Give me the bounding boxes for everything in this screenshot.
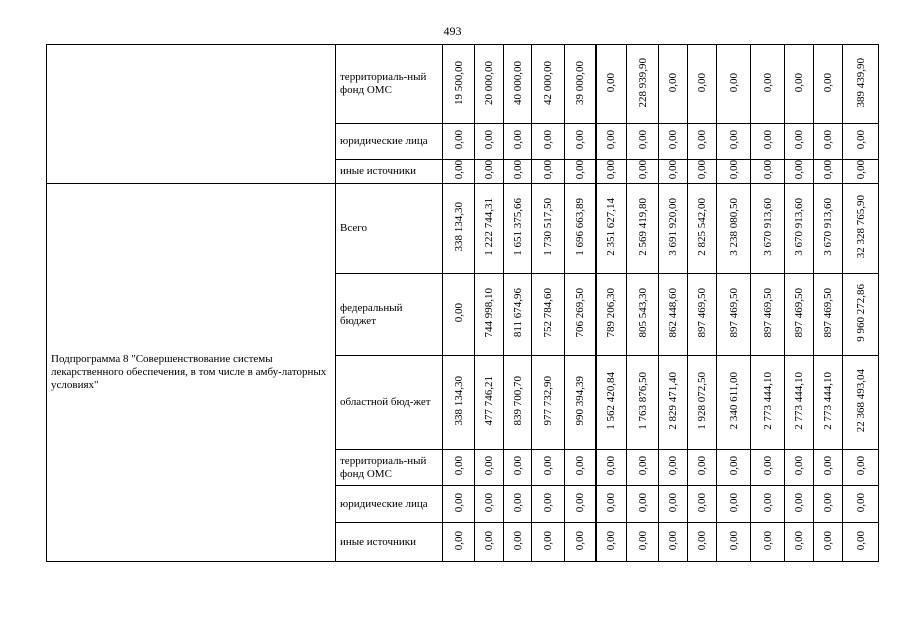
value-cell [843, 124, 879, 160]
value-cell [688, 184, 717, 274]
value-cell [532, 45, 565, 124]
value-text: 0,00 [483, 530, 495, 551]
value-text: 0,00 [452, 130, 465, 150]
subprogram-8-title: Подпрограмма 8 "Совершенствование системы лекарственного обеспечения, в том числе в амбу-латорных условиях" [47, 184, 336, 562]
value-cell [475, 356, 504, 450]
value-text: 1 696 663,89 [573, 198, 586, 256]
value-cell [504, 124, 532, 160]
value-cell [659, 184, 688, 274]
value-text: 805 543,30 [636, 288, 649, 338]
value-text: 0,00 [605, 130, 618, 150]
value-cell [596, 486, 627, 523]
value-cell [688, 45, 717, 124]
value-cell [717, 124, 751, 160]
value-cell [627, 124, 659, 160]
value-text: 0,00 [727, 160, 740, 180]
value-cell [443, 450, 475, 486]
value-text: 977 732,90 [542, 376, 554, 426]
value-text: 0,00 [573, 456, 586, 476]
value-cell [627, 450, 659, 486]
value-cell [443, 356, 475, 450]
value-cell [785, 274, 814, 356]
value-text: 0,00 [542, 492, 554, 513]
value-text: 0,00 [542, 130, 554, 150]
value-text: 0,00 [483, 456, 495, 476]
value-cell [565, 45, 596, 124]
value-cell [843, 486, 879, 523]
value-text: 0,00 [696, 456, 708, 476]
value-text: 0,00 [761, 530, 774, 551]
value-cell [785, 486, 814, 523]
value-cell [814, 160, 843, 184]
value-cell [814, 45, 843, 124]
value-text: 0,00 [636, 492, 649, 513]
value-text: 0,00 [793, 160, 805, 180]
value-text: 2 825 542,00 [696, 198, 708, 256]
value-text: 0,00 [636, 130, 649, 150]
value-cell [843, 184, 879, 274]
page-number: 493 [443, 24, 462, 38]
value-text: 0,00 [854, 160, 867, 180]
value-cell [843, 160, 879, 184]
value-text: 0,00 [822, 72, 834, 93]
value-text: 2 569 419,80 [636, 198, 649, 256]
value-text: 0,00 [452, 530, 465, 551]
value-cell [785, 45, 814, 124]
value-cell [596, 45, 627, 124]
value-text: 0,00 [452, 492, 465, 513]
value-text: 32 328 765,90 [854, 195, 867, 259]
value-cell [717, 486, 751, 523]
value-cell [596, 160, 627, 184]
value-text: 9 960 272,86 [854, 284, 867, 342]
value-cell [504, 274, 532, 356]
value-text: 0,00 [605, 530, 618, 551]
value-cell [627, 274, 659, 356]
value-text: 338 134,30 [452, 376, 465, 426]
value-cell [717, 160, 751, 184]
value-cell [659, 450, 688, 486]
value-cell [659, 124, 688, 160]
value-text: 0,00 [542, 456, 554, 476]
value-cell [688, 160, 717, 184]
value-text: 0,00 [761, 492, 774, 513]
value-text: 0,00 [793, 72, 805, 93]
value-text: 0,00 [511, 160, 524, 180]
value-text: 0,00 [667, 530, 679, 551]
value-cell [785, 450, 814, 486]
value-text: 0,00 [727, 130, 740, 150]
value-text: 1 651 375,66 [511, 198, 524, 256]
value-text: 0,00 [605, 72, 618, 93]
value-text: 990 394,39 [573, 376, 586, 426]
value-text: 0,00 [696, 72, 708, 93]
value-cell [751, 450, 785, 486]
value-cell [688, 523, 717, 562]
value-cell [532, 160, 565, 184]
value-text: 789 206,30 [605, 288, 618, 338]
value-text: 0,00 [696, 160, 708, 180]
value-cell [475, 124, 504, 160]
budget-table [46, 44, 879, 562]
value-cell [596, 184, 627, 274]
value-text: 42 000,00 [542, 60, 554, 105]
value-text: 22 368 493,04 [854, 369, 867, 433]
funding-source-label: областной бюд-жет [336, 356, 443, 450]
value-cell [475, 160, 504, 184]
value-text: 0,00 [452, 160, 465, 180]
value-text: 0,00 [483, 492, 495, 513]
value-cell [785, 356, 814, 450]
value-cell [814, 124, 843, 160]
value-text: 0,00 [483, 130, 495, 150]
value-cell [532, 523, 565, 562]
value-cell [751, 184, 785, 274]
value-text: 1 222 744,31 [483, 198, 495, 256]
value-text: 0,00 [667, 130, 679, 150]
value-text: 0,00 [696, 530, 708, 551]
value-cell [814, 184, 843, 274]
value-text: 0,00 [822, 160, 834, 180]
value-cell [443, 160, 475, 184]
value-text: 2 773 444,10 [793, 372, 805, 430]
value-cell [565, 184, 596, 274]
value-cell [504, 450, 532, 486]
value-text: 0,00 [854, 456, 867, 476]
value-cell [843, 356, 879, 450]
value-text: 0,00 [573, 160, 586, 180]
value-cell [627, 45, 659, 124]
value-cell [596, 523, 627, 562]
value-text: 0,00 [761, 72, 774, 93]
value-text: 811 674,96 [511, 288, 524, 338]
funding-source-label: Всего [336, 184, 443, 274]
value-text: 0,00 [605, 492, 618, 513]
value-cell [814, 274, 843, 356]
value-cell [475, 184, 504, 274]
value-cell [532, 124, 565, 160]
value-cell [843, 274, 879, 356]
value-cell [627, 184, 659, 274]
value-text: 0,00 [483, 160, 495, 180]
value-text: 744 998,10 [483, 288, 495, 338]
value-text: 0,00 [727, 492, 740, 513]
value-cell [659, 486, 688, 523]
value-text: 0,00 [854, 530, 867, 551]
value-cell [751, 274, 785, 356]
value-text: 1 928 072,50 [696, 372, 708, 430]
value-text: 897 469,50 [822, 288, 834, 338]
value-cell [688, 450, 717, 486]
value-text: 0,00 [822, 492, 834, 513]
value-text: 0,00 [636, 530, 649, 551]
value-cell [785, 184, 814, 274]
value-cell [565, 450, 596, 486]
value-text: 0,00 [727, 72, 740, 93]
value-cell [596, 356, 627, 450]
value-text: 0,00 [761, 456, 774, 476]
value-cell [596, 124, 627, 160]
funding-source-label: юридические лица [336, 486, 443, 523]
value-cell [659, 274, 688, 356]
value-text: 0,00 [667, 456, 679, 476]
value-text: 0,00 [793, 492, 805, 513]
value-text: 2 773 444,10 [761, 372, 774, 430]
value-text: 897 469,50 [727, 288, 740, 338]
value-cell [627, 356, 659, 450]
value-text: 228 939,90 [636, 57, 649, 108]
value-text: 477 746,21 [483, 376, 495, 426]
table-body [47, 45, 879, 562]
value-cell [627, 486, 659, 523]
value-text: 897 469,50 [761, 288, 774, 338]
value-cell [443, 486, 475, 523]
value-text: 1 730 517,50 [542, 198, 554, 256]
value-text: 0,00 [822, 530, 834, 551]
value-cell [843, 523, 879, 562]
value-cell [532, 184, 565, 274]
value-cell [717, 274, 751, 356]
value-text: 0,00 [542, 530, 554, 551]
value-text: 752 784,60 [542, 288, 554, 338]
value-cell [659, 523, 688, 562]
value-cell [443, 274, 475, 356]
value-cell [751, 160, 785, 184]
value-text: 3 670 913,60 [793, 198, 805, 256]
value-cell [627, 523, 659, 562]
value-text: 0,00 [761, 160, 774, 180]
value-text: 0,00 [667, 160, 679, 180]
value-cell [814, 486, 843, 523]
value-text: 0,00 [761, 130, 774, 150]
value-cell [504, 184, 532, 274]
value-text: 2 340 611,00 [727, 372, 740, 430]
value-cell [717, 450, 751, 486]
value-cell [565, 486, 596, 523]
value-text: 706 269,50 [573, 288, 586, 338]
value-text: 862 448,60 [667, 288, 679, 338]
value-text: 40 000,00 [511, 60, 524, 105]
value-cell [565, 124, 596, 160]
value-cell [565, 523, 596, 562]
value-cell [565, 356, 596, 450]
value-cell [785, 124, 814, 160]
value-cell [717, 356, 751, 450]
value-cell [843, 45, 879, 124]
value-text: 1 562 420,84 [605, 372, 618, 430]
value-text: 0,00 [511, 456, 524, 476]
funding-source-label: юридические лица [336, 124, 443, 160]
value-cell [717, 45, 751, 124]
table-row [47, 45, 879, 124]
value-cell [565, 160, 596, 184]
value-text: 0,00 [636, 456, 649, 476]
value-text: 0,00 [793, 530, 805, 551]
value-text: 897 469,50 [793, 288, 805, 338]
value-cell [785, 160, 814, 184]
value-cell [504, 523, 532, 562]
value-cell [843, 450, 879, 486]
value-text: 0,00 [452, 456, 465, 476]
funding-source-label: иные источники [336, 160, 443, 184]
value-cell [659, 45, 688, 124]
value-cell [504, 160, 532, 184]
value-text: 0,00 [636, 160, 649, 180]
value-cell [751, 124, 785, 160]
value-text: 0,00 [727, 456, 740, 476]
value-cell [814, 356, 843, 450]
value-text: 0,00 [696, 492, 708, 513]
value-cell [596, 450, 627, 486]
value-text: 3 670 913,60 [822, 198, 834, 256]
value-cell [504, 486, 532, 523]
value-cell [565, 274, 596, 356]
value-cell [717, 184, 751, 274]
value-text: 0,00 [542, 160, 554, 180]
value-text: 338 134,30 [452, 202, 465, 252]
value-cell [443, 45, 475, 124]
value-cell [475, 274, 504, 356]
value-text: 39 000,00 [573, 60, 586, 105]
value-cell [814, 523, 843, 562]
funding-source-label: иные источники [336, 523, 443, 562]
table-row [47, 184, 879, 274]
value-text: 0,00 [793, 130, 805, 150]
value-cell [596, 274, 627, 356]
value-text: 2 351 627,14 [605, 198, 618, 256]
program-cell-empty [47, 45, 336, 184]
funding-source-label: федеральный бюджет [336, 274, 443, 356]
value-text: 0,00 [511, 492, 524, 513]
value-cell [475, 45, 504, 124]
value-text: 389 439,90 [854, 57, 867, 108]
value-text: 0,00 [452, 303, 465, 323]
value-text: 0,00 [822, 130, 834, 150]
value-cell [532, 450, 565, 486]
value-text: 19 500,00 [452, 60, 465, 105]
value-text: 3 691 920,00 [667, 198, 679, 256]
value-text: 0,00 [605, 160, 618, 180]
value-text: 0,00 [793, 456, 805, 476]
value-cell [443, 124, 475, 160]
value-cell [688, 274, 717, 356]
value-text: 3 238 080,50 [727, 198, 740, 256]
value-cell [659, 160, 688, 184]
value-cell [751, 45, 785, 124]
value-cell [443, 184, 475, 274]
value-cell [475, 450, 504, 486]
value-cell [504, 356, 532, 450]
value-cell [475, 523, 504, 562]
value-text: 0,00 [696, 130, 708, 150]
value-text: 0,00 [667, 72, 679, 93]
value-text: 897 469,50 [696, 288, 708, 338]
value-text: 1 763 876,50 [636, 372, 649, 430]
value-cell [504, 45, 532, 124]
value-cell [532, 356, 565, 450]
value-cell [751, 523, 785, 562]
value-text: 0,00 [605, 456, 618, 476]
value-cell [688, 486, 717, 523]
value-text: 0,00 [573, 530, 586, 551]
value-cell [688, 356, 717, 450]
value-cell [785, 523, 814, 562]
value-cell [532, 274, 565, 356]
value-text: 0,00 [573, 130, 586, 150]
value-text: 0,00 [511, 530, 524, 551]
value-cell [751, 356, 785, 450]
value-text: 20 000,00 [483, 60, 495, 105]
value-text: 0,00 [854, 492, 867, 513]
value-text: 2 829 471,40 [667, 372, 679, 430]
value-text: 3 670 913,60 [761, 198, 774, 256]
value-cell [532, 486, 565, 523]
value-cell [717, 523, 751, 562]
value-cell [751, 486, 785, 523]
value-text: 0,00 [667, 492, 679, 513]
value-text: 2 773 444,10 [822, 372, 834, 430]
funding-source-label: территориаль-ный фонд ОМС [336, 45, 443, 124]
funding-source-label: территориаль-ный фонд ОМС [336, 450, 443, 486]
value-text: 0,00 [854, 130, 867, 150]
value-text: 0,00 [727, 530, 740, 551]
value-text: 0,00 [822, 456, 834, 476]
value-text: 0,00 [573, 492, 586, 513]
value-cell [688, 124, 717, 160]
value-cell [627, 160, 659, 184]
value-text: 0,00 [511, 130, 524, 150]
value-cell [659, 356, 688, 450]
value-cell [475, 486, 504, 523]
value-cell [814, 450, 843, 486]
value-text: 839 700,70 [511, 376, 524, 426]
value-cell [443, 523, 475, 562]
